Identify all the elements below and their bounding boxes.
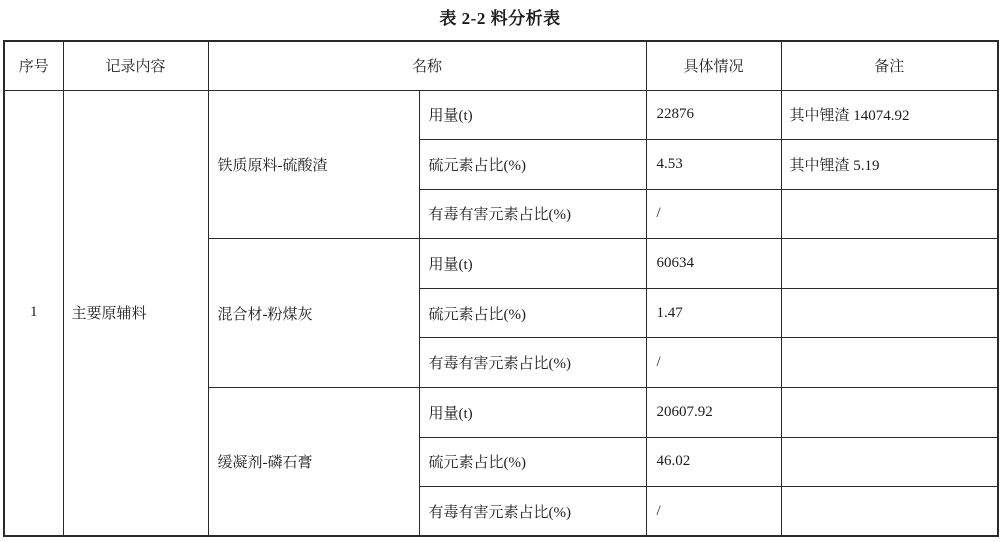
material-name-cell: 铁质原料-硫酸渣 [208, 90, 419, 239]
item-label-cell: 硫元素占比(%) [419, 288, 646, 338]
remark-cell [781, 239, 998, 289]
value-cell: / [646, 338, 781, 388]
item-label-cell: 用量(t) [419, 388, 646, 438]
header-row [4, 41, 998, 90]
remark-cell [781, 288, 998, 338]
remark-cell [781, 437, 998, 487]
header-detail: 具体情况 [646, 41, 781, 90]
value-cell: / [646, 189, 781, 239]
table-row [4, 90, 998, 140]
value-cell: 60634 [646, 239, 781, 289]
header-serial: 序号 [4, 41, 63, 90]
item-label-cell: 硫元素占比(%) [419, 437, 646, 487]
header-name: 名称 [208, 41, 646, 90]
header-remark: 备注 [781, 41, 998, 90]
value-cell: 22876 [646, 90, 781, 140]
header-record-content: 记录内容 [63, 41, 208, 90]
value-cell: 20607.92 [646, 388, 781, 438]
item-label-cell: 硫元素占比(%) [419, 140, 646, 190]
item-label-cell: 用量(t) [419, 90, 646, 140]
item-label-cell: 有毒有害元素占比(%) [419, 338, 646, 388]
value-cell: 4.53 [646, 140, 781, 190]
material-analysis-table [3, 40, 999, 537]
material-name-cell: 混合材-粉煤灰 [208, 239, 419, 388]
remark-cell [781, 388, 998, 438]
item-label-cell: 有毒有害元素占比(%) [419, 487, 646, 537]
material-name-cell: 缓凝剂-磷石膏 [208, 388, 419, 537]
page-title: 表 2-2 料分析表 [439, 9, 561, 28]
value-cell: 46.02 [646, 437, 781, 487]
value-cell: / [646, 487, 781, 537]
record-content-cell: 主要原辅料 [63, 90, 208, 536]
remark-cell: 其中锂渣 14074.92 [781, 90, 998, 140]
remark-cell [781, 189, 998, 239]
remark-cell: 其中锂渣 5.19 [781, 140, 998, 190]
remark-cell [781, 487, 998, 537]
item-label-cell: 用量(t) [419, 239, 646, 289]
serial-cell: 1 [4, 90, 63, 536]
item-label-cell: 有毒有害元素占比(%) [419, 189, 646, 239]
remark-cell [781, 338, 998, 388]
value-cell: 1.47 [646, 288, 781, 338]
